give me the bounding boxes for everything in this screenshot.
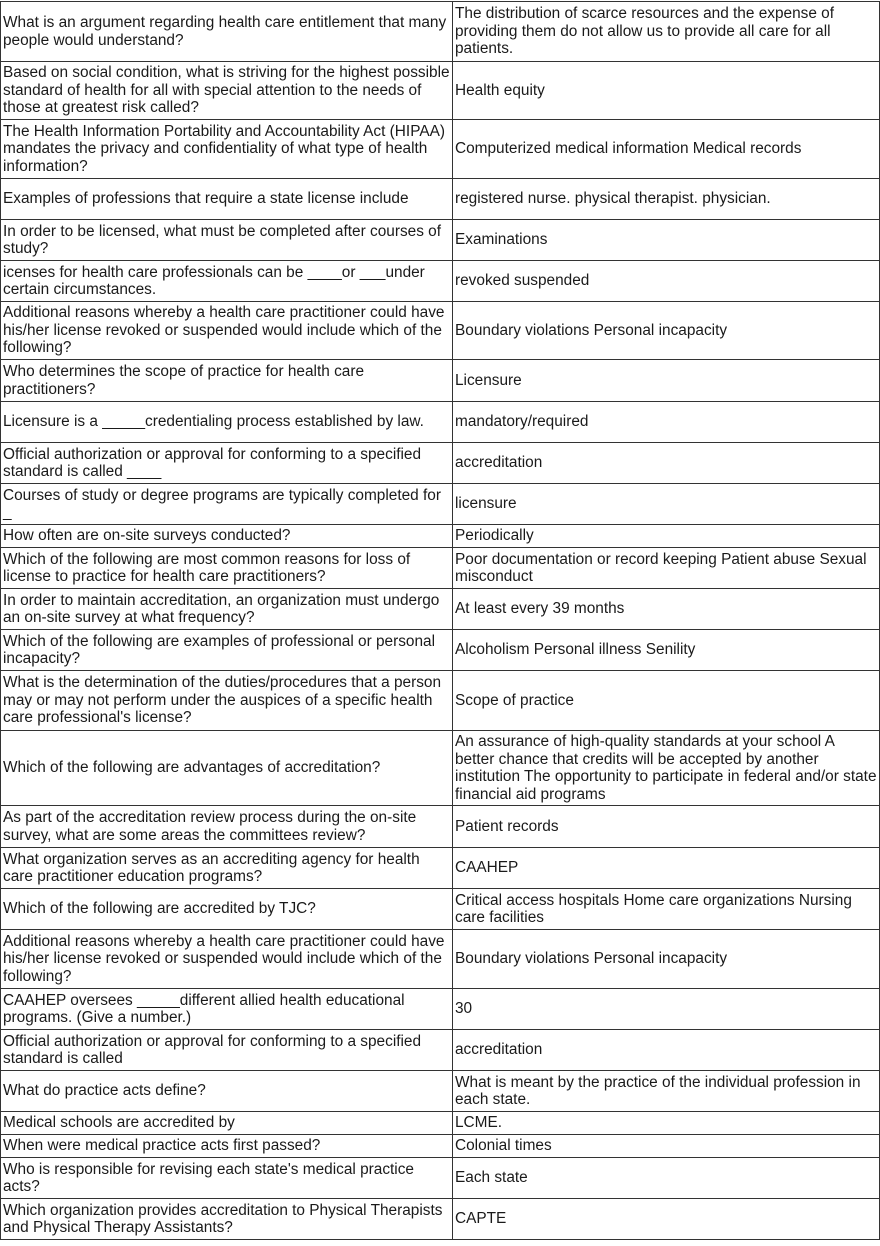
question-cell: When were medical practice acts first passed? bbox=[1, 1135, 453, 1158]
table-row bbox=[1, 1158, 880, 1199]
table-row bbox=[1, 402, 880, 443]
answer-cell: licensure bbox=[453, 484, 880, 525]
answer-cell: The distribution of scarce resources and the expense of providing them do not allow us to provide all care for all patients. bbox=[453, 2, 880, 62]
answer-cell: Computerized medical information Medical records bbox=[453, 120, 880, 179]
table-row bbox=[1, 484, 880, 525]
table-row bbox=[1, 548, 880, 589]
question-cell: The Health Information Portability and Accountability Act (HIPAA) mandates the privacy and confidentiality of what type of health information? bbox=[1, 120, 453, 179]
table-row bbox=[1, 1112, 880, 1135]
answer-cell: Scope of practice bbox=[453, 671, 880, 731]
question-cell: Which of the following are advantages of accreditation? bbox=[1, 731, 453, 806]
table-row bbox=[1, 360, 880, 402]
answer-cell: Each state bbox=[453, 1158, 880, 1199]
question-cell: In order to be licensed, what must be completed after courses of study? bbox=[1, 220, 453, 261]
answer-cell: Boundary violations Personal incapacity bbox=[453, 302, 880, 360]
question-cell: Official authorization or approval for conforming to a specified standard is called ____ bbox=[1, 443, 453, 484]
answer-cell: Patient records bbox=[453, 806, 880, 848]
question-cell: Which of the following are accredited by TJC? bbox=[1, 889, 453, 930]
table-row bbox=[1, 848, 880, 889]
answer-cell: Alcoholism Personal illness Senility bbox=[453, 630, 880, 671]
table-row bbox=[1, 302, 880, 360]
question-cell: Based on social condition, what is striving for the highest possible standard of health for all with special attention to the needs of those at greatest risk called? bbox=[1, 62, 453, 120]
question-cell: Courses of study or degree programs are typically completed for _ bbox=[1, 484, 453, 525]
answer-cell: Examinations bbox=[453, 220, 880, 261]
answer-cell: CAPTE bbox=[453, 1199, 880, 1240]
question-cell: Examples of professions that require a state license include bbox=[1, 179, 453, 220]
answer-cell: An assurance of high-quality standards at your school A better chance that credits will be accepted by another institution The opportunity to participate in federal and/or state financial aid programs bbox=[453, 731, 880, 806]
table-row bbox=[1, 989, 880, 1030]
table-body bbox=[1, 2, 880, 1240]
table-row bbox=[1, 671, 880, 731]
flashcard-table bbox=[0, 1, 880, 1240]
question-cell: CAAHEP oversees _____different allied health educational programs. (Give a number.) bbox=[1, 989, 453, 1030]
question-cell: icenses for health care professionals can be ____or ___under certain circumstances. bbox=[1, 261, 453, 302]
answer-cell: 30 bbox=[453, 989, 880, 1030]
answer-cell: registered nurse. physical therapist. physician. bbox=[453, 179, 880, 220]
question-cell: Medical schools are accredited by bbox=[1, 1112, 453, 1135]
answer-cell: Health equity bbox=[453, 62, 880, 120]
table-row bbox=[1, 62, 880, 120]
table-row bbox=[1, 589, 880, 630]
table-row bbox=[1, 1071, 880, 1112]
answer-cell: accreditation bbox=[453, 1030, 880, 1071]
table-row bbox=[1, 525, 880, 548]
answer-cell: revoked suspended bbox=[453, 261, 880, 302]
question-cell: What is the determination of the duties/procedures that a person may or may not perform under the auspices of a specific health care professional's license? bbox=[1, 671, 453, 731]
table-row bbox=[1, 930, 880, 989]
answer-cell: mandatory/required bbox=[453, 402, 880, 443]
question-cell: What organization serves as an accrediting agency for health care practitioner education programs? bbox=[1, 848, 453, 889]
table-row bbox=[1, 120, 880, 179]
answer-cell: Periodically bbox=[453, 525, 880, 548]
answer-cell: CAAHEP bbox=[453, 848, 880, 889]
table-row bbox=[1, 889, 880, 930]
answer-cell: accreditation bbox=[453, 443, 880, 484]
question-cell: How often are on-site surveys conducted? bbox=[1, 525, 453, 548]
answer-cell: Poor documentation or record keeping Patient abuse Sexual misconduct bbox=[453, 548, 880, 589]
table-row bbox=[1, 731, 880, 806]
answer-cell: At least every 39 months bbox=[453, 589, 880, 630]
table-row bbox=[1, 1030, 880, 1071]
table-row bbox=[1, 261, 880, 302]
table-row bbox=[1, 630, 880, 671]
answer-cell: What is meant by the practice of the individual profession in each state. bbox=[453, 1071, 880, 1112]
question-cell: In order to maintain accreditation, an organization must undergo an on-site survey at what frequency? bbox=[1, 589, 453, 630]
question-cell: What do practice acts define? bbox=[1, 1071, 453, 1112]
table-row bbox=[1, 179, 880, 220]
question-cell: Which organization provides accreditation to Physical Therapists and Physical Therapy Assistants? bbox=[1, 1199, 453, 1240]
question-cell: Licensure is a _____credentialing process established by law. bbox=[1, 402, 453, 443]
question-cell: Official authorization or approval for conforming to a specified standard is called bbox=[1, 1030, 453, 1071]
question-cell: Which of the following are most common reasons for loss of license to practice for health care practitioners? bbox=[1, 548, 453, 589]
table-row bbox=[1, 806, 880, 848]
question-cell: Additional reasons whereby a health care practitioner could have his/her license revoked or suspended would include which of the following? bbox=[1, 302, 453, 360]
question-cell: Who is responsible for revising each state's medical practice acts? bbox=[1, 1158, 453, 1199]
question-cell: As part of the accreditation review process during the on-site survey, what are some areas the committees review? bbox=[1, 806, 453, 848]
answer-cell: Boundary violations Personal incapacity bbox=[453, 930, 880, 989]
question-cell: Who determines the scope of practice for health care practitioners? bbox=[1, 360, 453, 402]
table-row bbox=[1, 220, 880, 261]
answer-cell: Colonial times bbox=[453, 1135, 880, 1158]
table-row bbox=[1, 1135, 880, 1158]
question-cell: Additional reasons whereby a health care practitioner could have his/her license revoked or suspended would include which of the following? bbox=[1, 930, 453, 989]
question-cell: What is an argument regarding health care entitlement that many people would understand? bbox=[1, 2, 453, 62]
table-row bbox=[1, 2, 880, 62]
answer-cell: LCME. bbox=[453, 1112, 880, 1135]
answer-cell: Critical access hospitals Home care organizations Nursing care facilities bbox=[453, 889, 880, 930]
table-row bbox=[1, 443, 880, 484]
table-row bbox=[1, 1199, 880, 1240]
question-cell: Which of the following are examples of professional or personal incapacity? bbox=[1, 630, 453, 671]
answer-cell: Licensure bbox=[453, 360, 880, 402]
